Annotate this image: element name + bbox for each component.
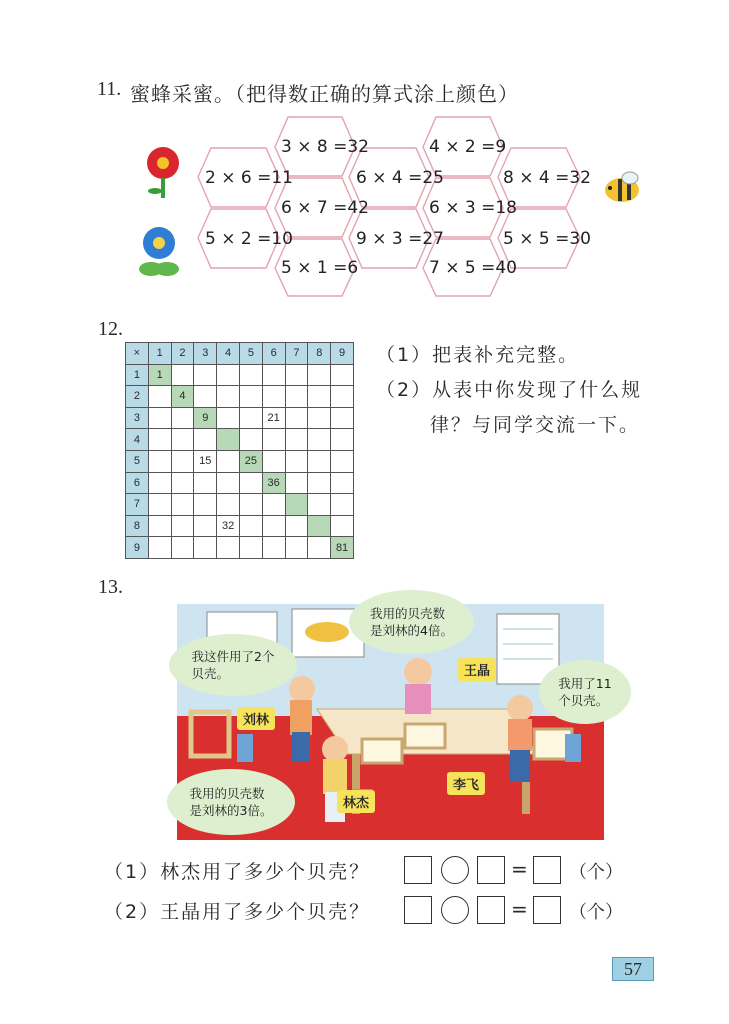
table-cell[interactable] — [194, 537, 217, 559]
answer-box[interactable] — [404, 896, 432, 924]
table-cell[interactable] — [171, 407, 194, 429]
table-cell[interactable] — [148, 450, 171, 472]
table-cell[interactable] — [239, 407, 262, 429]
table-cell[interactable] — [194, 494, 217, 516]
name-tag-liulin: 刘林 — [237, 707, 275, 730]
table-cell[interactable] — [194, 515, 217, 537]
table-cell[interactable] — [262, 515, 285, 537]
table-header-cell: 5 — [239, 343, 262, 365]
answer-box[interactable] — [477, 856, 505, 884]
table-header-cell: 9 — [331, 343, 354, 365]
table-header-cell: 4 — [217, 343, 240, 365]
q12-task1: （1）把表补充完整。 — [376, 344, 580, 366]
equation-cell[interactable]: 8 × 4 =32 — [503, 168, 591, 188]
answer-box[interactable] — [404, 856, 432, 884]
table-row-header: 4 — [126, 429, 149, 451]
table-cell[interactable] — [148, 515, 171, 537]
multiplication-table — [125, 342, 354, 559]
table-cell[interactable] — [148, 537, 171, 559]
table-cell[interactable] — [331, 407, 354, 429]
speech-bubble-wangjing: 我用的贝壳数 是刘林的4倍。 — [349, 590, 474, 654]
table-cell[interactable] — [217, 472, 240, 494]
table-row-header: 5 — [126, 450, 149, 472]
table-cell[interactable] — [217, 407, 240, 429]
table-cell[interactable] — [285, 515, 308, 537]
table-cell[interactable] — [239, 515, 262, 537]
table-cell[interactable] — [239, 429, 262, 451]
table-cell[interactable] — [331, 494, 354, 516]
equation-cell[interactable]: 9 × 3 =27 — [356, 229, 444, 249]
operator-circle[interactable] — [441, 856, 469, 884]
table-cell[interactable] — [262, 450, 285, 472]
q11-number: 11. — [97, 78, 122, 100]
table-cell[interactable] — [217, 386, 240, 408]
q13-question1: （1）林杰用了多少个贝壳？ — [104, 861, 371, 883]
equation-cell[interactable]: 6 × 4 =25 — [356, 168, 444, 188]
table-cell[interactable] — [239, 386, 262, 408]
table-row-header: 7 — [126, 494, 149, 516]
unit-label: （个） — [569, 862, 623, 883]
table-cell[interactable] — [171, 515, 194, 537]
table-cell[interactable] — [217, 364, 240, 386]
table-cell[interactable] — [194, 429, 217, 451]
table-cell[interactable] — [308, 494, 331, 516]
speech-bubble-linjie: 我用的贝壳数 是刘林的3倍。 — [167, 769, 295, 835]
speech-bubble-liulin: 我这件用了2个 贝壳。 — [169, 634, 297, 696]
table-header-cell: 3 — [194, 343, 217, 365]
table-cell[interactable] — [171, 429, 194, 451]
table-header-cell: 6 — [262, 343, 285, 365]
table-cell[interactable] — [331, 429, 354, 451]
table-cell[interactable] — [239, 472, 262, 494]
table-cell[interactable] — [217, 450, 240, 472]
table-cell[interactable] — [331, 386, 354, 408]
table-cell[interactable] — [285, 472, 308, 494]
q12-task2-line2: 律？与同学交流一下。 — [430, 414, 641, 436]
answer-box[interactable] — [533, 856, 561, 884]
equation-cell[interactable]: 7 × 5 =40 — [429, 258, 517, 278]
table-cell[interactable]: 1 — [148, 364, 171, 386]
equation-cell[interactable]: 6 × 3 =18 — [429, 198, 517, 218]
table-cell[interactable] — [262, 386, 285, 408]
table-cell[interactable] — [194, 364, 217, 386]
q12-task2-line1: （2）从表中你发现了什么规 — [376, 379, 643, 401]
table-row-header: 3 — [126, 407, 149, 429]
operator-circle[interactable] — [441, 896, 469, 924]
table-cell[interactable] — [217, 537, 240, 559]
table-cell[interactable] — [171, 450, 194, 472]
table-cell[interactable] — [171, 494, 194, 516]
table-cell[interactable] — [285, 450, 308, 472]
name-tag-wangjing: 王晶 — [458, 658, 496, 681]
table-row-header: 9 — [126, 537, 149, 559]
answer-box[interactable] — [477, 896, 505, 924]
red-flower-icon — [138, 145, 188, 201]
table-cell[interactable] — [262, 429, 285, 451]
honeycomb-grid — [190, 115, 600, 300]
table-header-cell: 8 — [308, 343, 331, 365]
table-cell[interactable] — [285, 429, 308, 451]
table-header-cell: × — [126, 343, 149, 365]
table-cell[interactable] — [308, 472, 331, 494]
table-cell[interactable]: 36 — [262, 472, 285, 494]
table-cell[interactable] — [171, 364, 194, 386]
table-cell[interactable] — [217, 429, 240, 451]
table-cell[interactable] — [148, 494, 171, 516]
table-cell[interactable]: 9 — [194, 407, 217, 429]
equation-cell[interactable]: 2 × 6 =11 — [205, 168, 293, 188]
table-cell[interactable] — [331, 515, 354, 537]
unit-label: （个） — [569, 902, 623, 923]
table-cell[interactable] — [262, 494, 285, 516]
table-cell[interactable] — [308, 364, 331, 386]
table-cell[interactable] — [285, 364, 308, 386]
equation-cell[interactable]: 3 × 8 =32 — [281, 137, 369, 157]
equation-cell[interactable]: 5 × 2 =10 — [205, 229, 293, 249]
bee-icon — [600, 168, 648, 208]
equation-cell[interactable]: 5 × 1 =6 — [281, 258, 359, 278]
table-cell[interactable]: 32 — [217, 515, 240, 537]
equals-sign: = — [511, 857, 528, 881]
table-header-cell: 2 — [171, 343, 194, 365]
table-cell[interactable] — [308, 386, 331, 408]
page-number: 57 — [612, 957, 654, 981]
table-cell[interactable] — [308, 537, 331, 559]
table-cell[interactable] — [262, 537, 285, 559]
q13-question2: （2）王晶用了多少个贝壳？ — [104, 901, 371, 923]
table-cell[interactable] — [194, 472, 217, 494]
equation-cell[interactable]: 6 × 7 =42 — [281, 198, 369, 218]
table-cell[interactable] — [148, 386, 171, 408]
table-cell[interactable] — [331, 364, 354, 386]
table-cell[interactable] — [194, 386, 217, 408]
table-cell[interactable] — [148, 407, 171, 429]
table-cell[interactable] — [285, 386, 308, 408]
table-cell[interactable]: 81 — [331, 537, 354, 559]
table-row-header: 2 — [126, 386, 149, 408]
table-cell[interactable] — [148, 429, 171, 451]
table-cell[interactable] — [285, 407, 308, 429]
table-cell[interactable] — [171, 472, 194, 494]
table-cell[interactable] — [262, 364, 285, 386]
table-cell[interactable] — [285, 537, 308, 559]
blue-flower-icon — [135, 225, 185, 283]
table-row-header: 6 — [126, 472, 149, 494]
q11-title: 蜜蜂采蜜。（把得数正确的算式涂上颜色） — [130, 82, 519, 106]
speech-bubble-lifei: 我用了11 个贝壳。 — [539, 660, 631, 724]
table-cell[interactable] — [308, 407, 331, 429]
table-cell[interactable] — [239, 494, 262, 516]
classroom-illustration — [177, 604, 612, 840]
table-cell[interactable] — [308, 450, 331, 472]
table-cell[interactable]: 4 — [171, 386, 194, 408]
equation-cell[interactable]: 4 × 2 =9 — [429, 137, 507, 157]
table-cell[interactable]: 25 — [239, 450, 262, 472]
equals-sign: = — [511, 897, 528, 921]
table-cell[interactable] — [239, 537, 262, 559]
table-row-header: 8 — [126, 515, 149, 537]
table-cell[interactable] — [331, 472, 354, 494]
name-tag-lifei: 李飞 — [447, 772, 485, 795]
table-cell[interactable] — [239, 364, 262, 386]
table-cell[interactable] — [308, 515, 331, 537]
name-tag-linjie: 林杰 — [337, 790, 375, 813]
answer-box[interactable] — [533, 896, 561, 924]
table-header-cell: 7 — [285, 343, 308, 365]
table-row-header: 1 — [126, 364, 149, 386]
equation-cell[interactable]: 5 × 5 =30 — [503, 229, 591, 249]
table-cell[interactable] — [331, 450, 354, 472]
table-cell[interactable] — [171, 537, 194, 559]
table-header-cell: 1 — [148, 343, 171, 365]
table-cell[interactable]: 21 — [262, 407, 285, 429]
table-cell[interactable] — [148, 472, 171, 494]
table-cell[interactable] — [308, 429, 331, 451]
table-cell[interactable] — [217, 494, 240, 516]
table-cell[interactable] — [285, 494, 308, 516]
q13-number: 13. — [98, 576, 123, 598]
q12-number: 12. — [98, 318, 123, 340]
table-cell[interactable]: 15 — [194, 450, 217, 472]
